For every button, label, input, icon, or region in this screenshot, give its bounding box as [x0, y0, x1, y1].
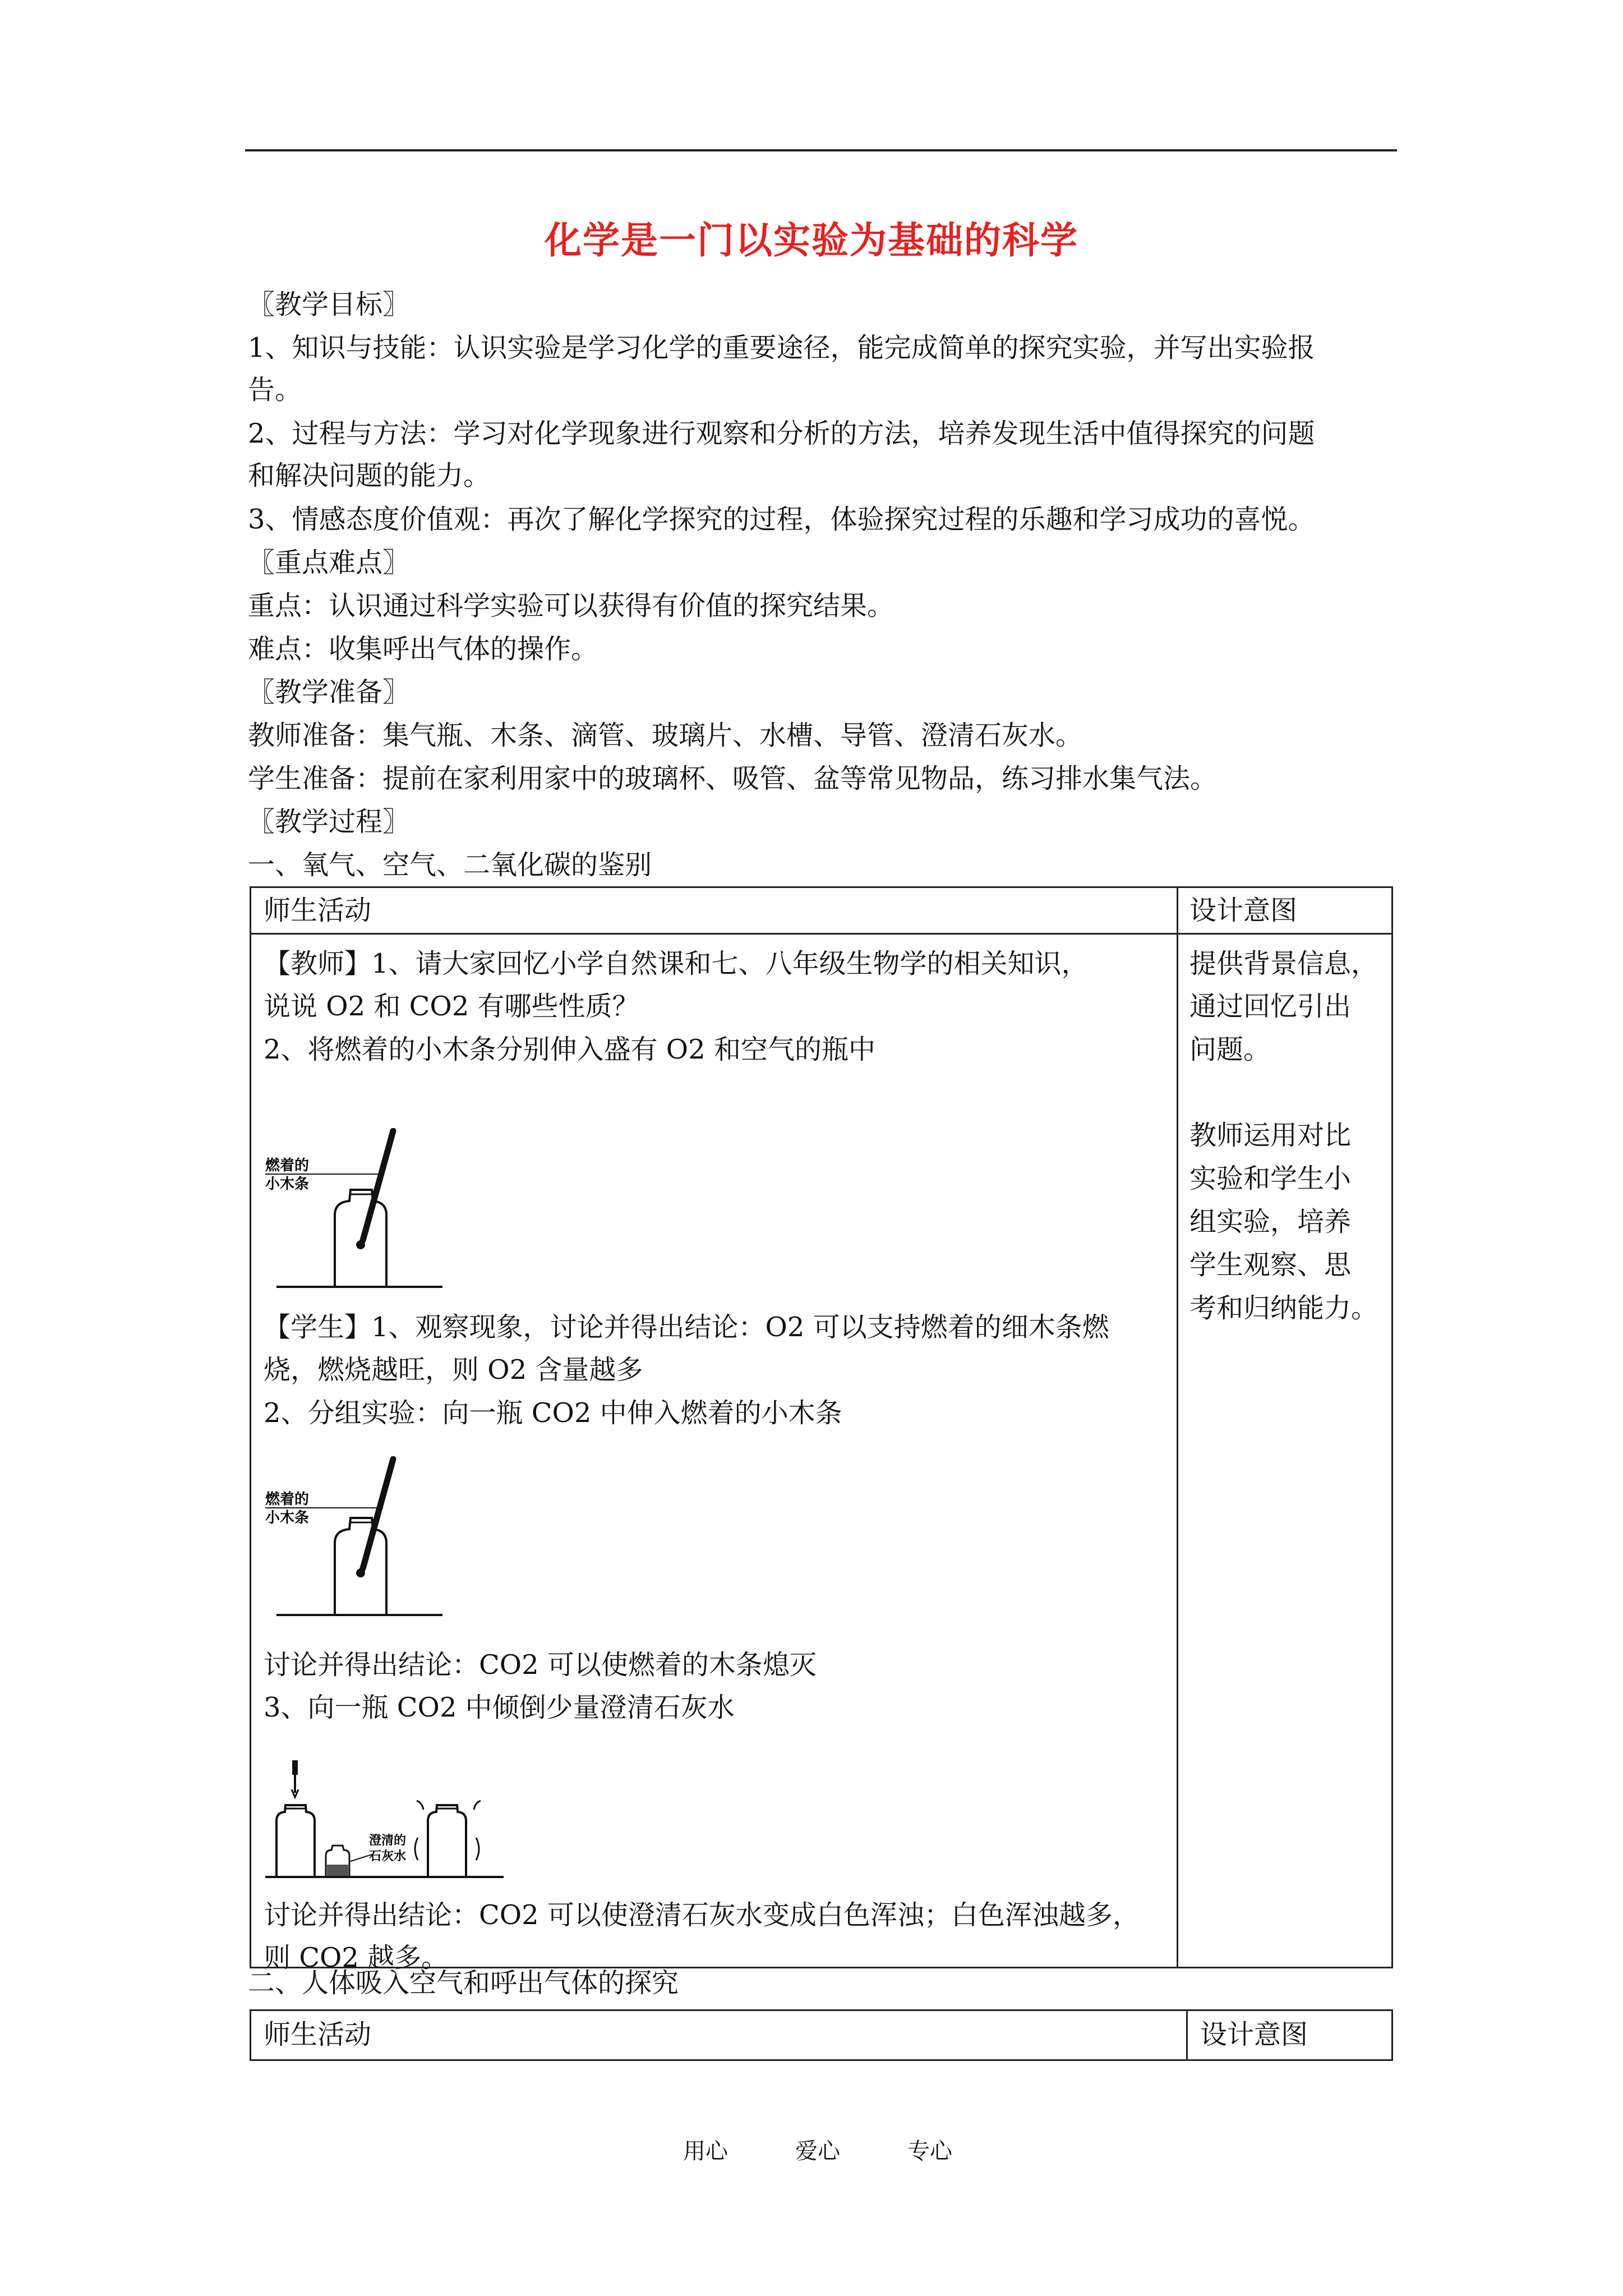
- intent-line-2: 通过回忆引出: [1189, 991, 1352, 1022]
- conclusion-2: 讨论并得出结论：CO2 可以使燃着的木条熄灭: [264, 1649, 817, 1681]
- limewater-figure: [265, 1754, 506, 1883]
- page-title: 化学是一门以实验为基础的科学: [545, 218, 1078, 262]
- activity-table-1: [250, 886, 1393, 1973]
- burning-stick-figure-2: [265, 1456, 445, 1625]
- intent-line-5: 实验和学生小: [1189, 1163, 1352, 1194]
- stick-label-1: 燃着的: [265, 1157, 310, 1174]
- activity-table-2: [250, 2009, 1393, 2061]
- difficulty: 难点：收集呼出气体的操作。: [248, 633, 598, 665]
- table2-col2-header: 设计意图: [1200, 2019, 1308, 2050]
- table2-col1-header-cell: [251, 2010, 1187, 2060]
- intent-line-6: 组实验，培养: [1189, 1206, 1352, 1237]
- table1-col2-header-cell: [1178, 887, 1393, 934]
- header-rule: [245, 149, 1397, 151]
- table1-col2-header: 设计意图: [1189, 895, 1298, 926]
- objective-1-line-b: 告。: [248, 374, 302, 406]
- prep-heading: 〖教学准备〗: [248, 677, 410, 708]
- objective-3: 3、情感态度价值观：再次了解化学探究的过程，体验探究过程的乐趣和学习成功的喜悦。: [248, 504, 1315, 535]
- part1-heading: 一、氧气、空气、二氧化碳的鉴别: [248, 849, 652, 881]
- teacher-line-1b: 说说 O2 和 CO2 有哪些性质？: [264, 991, 639, 1022]
- intent-line-1: 提供背景信息，: [1189, 948, 1378, 979]
- keypoints-heading: 〖重点难点〗: [248, 547, 410, 578]
- student-prep: 学生准备：提前在家利用家中的玻璃杯、吸管、盆等常见物品，练习排水集气法。: [248, 763, 1218, 794]
- student-line-1a: 【学生】1、观察现象，讨论并得出结论：O2 可以支持燃着的细木条燃: [264, 1312, 1109, 1343]
- table1-col1-header: 师生活动: [264, 895, 372, 926]
- teacher-prep: 教师准备：集气瓶、木条、滴管、玻璃片、水槽、导管、澄清石灰水。: [248, 720, 1083, 751]
- footer-word-3: 专心: [907, 2138, 952, 2164]
- keypoint: 重点：认识通过科学实验可以获得有价值的探究结果。: [248, 590, 895, 622]
- intent-line-8: 考和归纳能力。: [1189, 1292, 1378, 1324]
- conclusion-3b: 则 CO2 越多。: [264, 1942, 449, 1973]
- burning-stick-figure-1: [265, 1128, 445, 1296]
- intent-line-4: 教师运用对比: [1189, 1120, 1352, 1151]
- objective-2-line-b: 和解决问题的能力。: [248, 460, 491, 491]
- conclusion-3a: 讨论并得出结论：CO2 可以使澄清石灰水变成白色浑浊；白色浑浊越多，: [264, 1899, 1140, 1931]
- process-heading: 〖教学过程〗: [248, 806, 410, 838]
- stick-label-2b: 小木条: [265, 1510, 310, 1526]
- student-line-3: 3、向一瓶 CO2 中倾倒少量澄清石灰水: [264, 1692, 735, 1723]
- objective-1-line-a: 1、知识与技能：认识实验是学习化学的重要途径，能完成简单的探究实验，并写出实验报: [248, 332, 1315, 364]
- intent-line-7: 学生观察、思: [1189, 1249, 1352, 1281]
- footer-word-1: 用心: [683, 2138, 728, 2164]
- teacher-line-2: 2、将燃着的小木条分别伸入盛有 O2 和空气的瓶中: [264, 1034, 875, 1065]
- table1-activity-cell: [251, 934, 1178, 1973]
- student-line-1b: 烧，燃烧越旺，则 O2 含量越多: [264, 1354, 643, 1386]
- stick-label-1b: 燃着的: [265, 1491, 310, 1508]
- teacher-line-1a: 【教师】1、请大家回忆小学自然课和七、八年级生物学的相关知识，: [264, 948, 1089, 979]
- footer-word-2: 爱心: [795, 2138, 840, 2164]
- table2-col2-header-cell: [1187, 2010, 1393, 2060]
- table2-col1-header: 师生活动: [264, 2019, 372, 2050]
- objectives-heading: 〖教学目标〗: [248, 289, 410, 320]
- student-line-2: 2、分组实验：向一瓶 CO2 中伸入燃着的小木条: [264, 1397, 842, 1429]
- part2-heading: 二、人体吸入空气和呼出气体的探究: [248, 1967, 679, 1999]
- intent-line-3: 问题。: [1189, 1034, 1271, 1065]
- limewater-label-2: 石灰水: [369, 1849, 407, 1864]
- objective-2-line-a: 2、过程与方法：学习对化学现象进行观察和分析的方法，培养发现生活中值得探究的问题: [248, 418, 1315, 449]
- stick-label-2: 小木条: [265, 1176, 310, 1193]
- table1-intent-cell: [1178, 934, 1393, 1968]
- table1-col1-header-cell: [251, 887, 1178, 934]
- limewater-label-1: 澄清的: [369, 1834, 407, 1848]
